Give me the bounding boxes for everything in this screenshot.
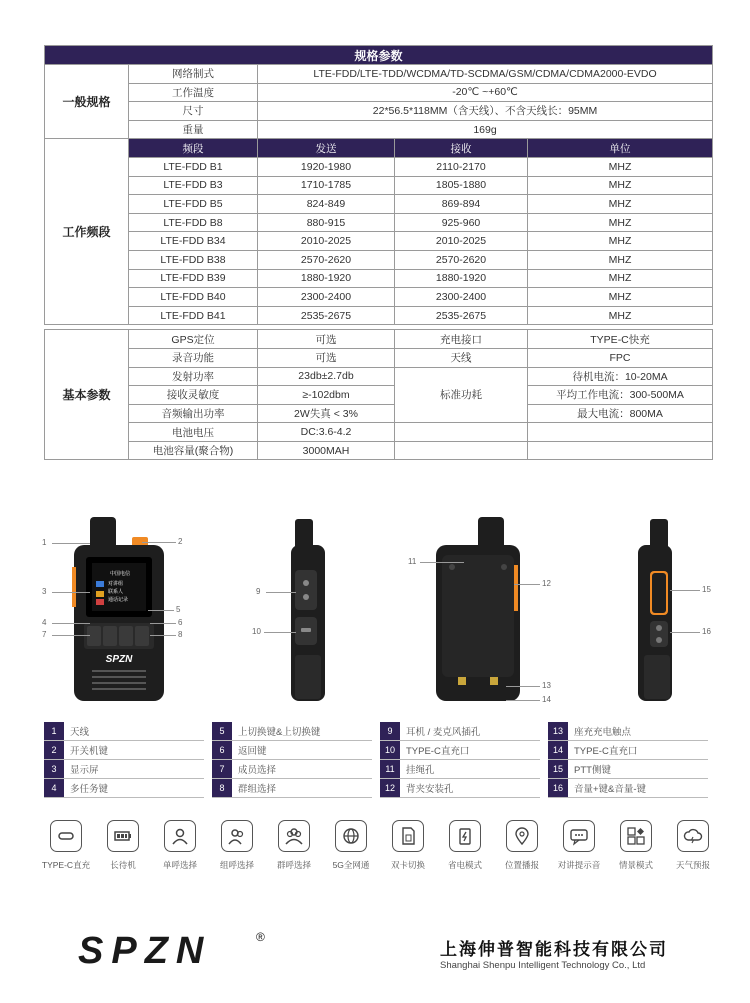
- weather-icon: [683, 826, 703, 846]
- feature-item: [207, 820, 267, 871]
- legend-label: 返回键: [238, 746, 267, 757]
- legend-number: 6: [212, 741, 232, 759]
- freq-row: [45, 288, 713, 307]
- band: LTE-FDD B40: [129, 288, 258, 307]
- callout-line: [506, 700, 540, 701]
- legend-item: [44, 779, 204, 798]
- freq-row: [45, 157, 713, 176]
- legend-item: [380, 722, 540, 741]
- scene-icon: [626, 826, 646, 846]
- spec-value: FPC: [528, 348, 713, 367]
- feature-label: 单呼选择: [162, 860, 197, 870]
- logo-text: SPZN: [78, 930, 212, 972]
- chat-icon: [569, 826, 589, 846]
- legend-item: [548, 779, 708, 798]
- feature-item: [549, 820, 609, 871]
- spec-label: 发射功率: [129, 367, 258, 386]
- legend-number: 7: [212, 760, 232, 778]
- spec-value: 最大电流：800MA: [528, 404, 713, 423]
- globe-icon: [341, 826, 361, 846]
- legend-item: [380, 760, 540, 779]
- legend-number: 15: [548, 760, 568, 778]
- unit: MHZ: [528, 288, 713, 307]
- screen-line: 中国电信: [110, 571, 131, 577]
- legend-item: [212, 760, 372, 779]
- legend-item: [212, 741, 372, 760]
- legend-label: TYPE-C直充口: [574, 746, 638, 757]
- spec-value: 可选: [258, 330, 395, 349]
- spec-label: 尺寸: [129, 102, 258, 121]
- legend-item: [548, 722, 708, 741]
- legend-number: 3: [44, 760, 64, 778]
- spec-value: 2W失真 < 3%: [258, 404, 395, 423]
- band: LTE-FDD B8: [129, 213, 258, 232]
- unit: MHZ: [528, 157, 713, 176]
- legend-column: [44, 722, 204, 798]
- callout-line: [264, 632, 296, 633]
- spec-label: 接收灵敏度: [129, 386, 258, 405]
- rx: 2110-2170: [395, 157, 528, 176]
- callout-line: [142, 542, 176, 543]
- callout-line: [52, 592, 90, 593]
- unit: MHZ: [528, 176, 713, 195]
- company-name-cn: 上海伸普智能科技有限公司: [440, 940, 668, 959]
- callout-number: 8: [178, 630, 183, 639]
- tx: 2570-2620: [258, 250, 395, 269]
- legend-column: [212, 722, 372, 798]
- multi-user-icon: [284, 826, 304, 846]
- legend-column: [548, 722, 708, 798]
- callout-line: [150, 635, 176, 636]
- freq-row: [45, 195, 713, 214]
- legend-label: 开关机键: [70, 746, 109, 757]
- rx: 1805-1880: [395, 176, 528, 195]
- spec-label: 充电接口: [395, 330, 528, 349]
- freq-header: 接收: [395, 139, 528, 158]
- battery-icon: [113, 826, 133, 846]
- freq-row: [45, 213, 713, 232]
- freq-header: 单位: [528, 139, 713, 158]
- freq-row: [45, 306, 713, 325]
- spec-label: 天线: [395, 348, 528, 367]
- callout-number: 10: [252, 627, 261, 636]
- unit: MHZ: [528, 195, 713, 214]
- spec-label: 电池容量(聚合物): [129, 441, 258, 460]
- legend-item: [44, 760, 204, 779]
- spec-value: 可选: [258, 348, 395, 367]
- legend-item: [212, 722, 372, 741]
- spec-value: ≥-102dbm: [258, 386, 395, 405]
- legend-label: 显示屏: [70, 765, 99, 776]
- single-user-icon: [170, 826, 190, 846]
- legend-label: 群组选择: [238, 784, 277, 795]
- legend-item: [44, 722, 204, 741]
- band: LTE-FDD B1: [129, 157, 258, 176]
- tx: 824-849: [258, 195, 395, 214]
- legend-item: [548, 760, 708, 779]
- feature-item: [663, 820, 723, 871]
- device-left-side-view: [285, 515, 335, 705]
- legend-label: TYPE-C直充口: [406, 746, 470, 757]
- screen-line: 联系人: [108, 589, 124, 595]
- unit: MHZ: [528, 306, 713, 325]
- band: LTE-FDD B3: [129, 176, 258, 195]
- tx: 2300-2400: [258, 288, 395, 307]
- unit: MHZ: [528, 250, 713, 269]
- legend-label: 座充充电触点: [574, 727, 632, 738]
- spec-table: [44, 45, 713, 460]
- unit: MHZ: [528, 213, 713, 232]
- spec-label: 工作温度: [129, 83, 258, 102]
- tx: 880-915: [258, 213, 395, 232]
- callout-number: 6: [178, 618, 183, 627]
- feature-item: [264, 820, 324, 871]
- spec-value: 23db±2.7db: [258, 367, 395, 386]
- feature-label: 长待机: [110, 860, 136, 870]
- band: LTE-FDD B38: [129, 250, 258, 269]
- feature-item: [492, 820, 552, 871]
- screen-line: 通话记录: [108, 597, 129, 603]
- legend-item: [44, 741, 204, 760]
- device-right-side-view: [630, 515, 680, 705]
- spec-title: 规格参数: [45, 46, 713, 65]
- empty-cell: [395, 423, 528, 442]
- tx: 1880-1920: [258, 269, 395, 288]
- band: LTE-FDD B5: [129, 195, 258, 214]
- spec-value: 22*56.5*118MM（含天线）、不含天线长：95MM: [258, 102, 713, 121]
- feature-icons: [36, 820, 716, 880]
- spec-label: 录音功能: [129, 348, 258, 367]
- callout-number: 1: [42, 538, 47, 547]
- rx: 2010-2025: [395, 232, 528, 251]
- callout-line: [670, 632, 700, 633]
- tx: 2535-2675: [258, 306, 395, 325]
- callout-line: [266, 592, 296, 593]
- device-back-view: [430, 515, 530, 705]
- callout-number: 9: [256, 587, 261, 596]
- band: LTE-FDD B34: [129, 232, 258, 251]
- freq-header: 发送: [258, 139, 395, 158]
- feature-item: [93, 820, 153, 871]
- legend-number: 9: [380, 722, 400, 740]
- legend-number: 1: [44, 722, 64, 740]
- screen-line: 对讲组: [108, 581, 124, 587]
- callout-line: [514, 584, 540, 585]
- legend-item: [380, 741, 540, 760]
- feature-label: 群呼选择: [276, 860, 311, 870]
- tx: 1920-1980: [258, 157, 395, 176]
- power-save-icon: [455, 826, 475, 846]
- spec-label: GPS定位: [129, 330, 258, 349]
- feature-label: 位置播报: [504, 860, 539, 870]
- legend-number: 8: [212, 779, 232, 797]
- legend-label: 多任务键: [70, 784, 109, 795]
- freq-header: 频段: [129, 139, 258, 158]
- device-brand: SPZN: [105, 654, 133, 665]
- feature-item: [150, 820, 210, 871]
- legend-label: 上切换键&上切换键: [238, 727, 321, 738]
- callout-number: 16: [702, 627, 711, 636]
- legend-column: [380, 722, 540, 798]
- legend-label: 背夹安装孔: [406, 784, 454, 795]
- spec-label: 电池电压: [129, 423, 258, 442]
- feature-item: [36, 820, 96, 871]
- callout-number: 12: [542, 579, 551, 588]
- spec-value: 平均工作电流：300-500MA: [528, 386, 713, 405]
- freq-row: [45, 176, 713, 195]
- brand-logo: [78, 925, 278, 980]
- legend-label: 耳机 / 麦克风插孔: [406, 727, 481, 738]
- callout-number: 7: [42, 630, 47, 639]
- callout-line: [52, 623, 90, 624]
- rx: 925-960: [395, 213, 528, 232]
- band: LTE-FDD B39: [129, 269, 258, 288]
- callout-line: [150, 623, 176, 624]
- legend-item: [380, 779, 540, 798]
- freq-row: [45, 232, 713, 251]
- location-icon: [512, 826, 532, 846]
- spec-value: DC:3.6-4.2: [258, 423, 395, 442]
- rx: 1880-1920: [395, 269, 528, 288]
- feature-item: [606, 820, 666, 871]
- band: LTE-FDD B41: [129, 306, 258, 325]
- rx: 869-894: [395, 195, 528, 214]
- feature-label: 双卡切换: [390, 860, 425, 870]
- legend-number: 2: [44, 741, 64, 759]
- callout-line: [52, 543, 90, 544]
- feature-item: [435, 820, 495, 871]
- feature-label: 对讲提示音: [557, 860, 601, 870]
- callout-number: 4: [42, 618, 47, 627]
- feature-label: 省电模式: [447, 860, 482, 870]
- empty-cell: [528, 423, 713, 442]
- callout-number: 2: [178, 537, 183, 546]
- legend-number: 5: [212, 722, 232, 740]
- legend-item: [212, 779, 372, 798]
- feature-label: TYPE-C直充: [41, 860, 91, 870]
- legend-number: 11: [380, 760, 400, 778]
- callout-number: 13: [542, 681, 551, 690]
- freq-category: 工作频段: [45, 139, 129, 325]
- legend-label: 天线: [70, 727, 90, 738]
- rx: 2535-2675: [395, 306, 528, 325]
- company-name-en: Shanghai Shenpu Intelligent Technology Co., Ltd: [440, 960, 646, 971]
- legend-label: 成员选择: [238, 765, 277, 776]
- legend-number: 16: [548, 779, 568, 797]
- general-category: 一般规格: [45, 65, 129, 139]
- spec-value: 待机电流：10-20MA: [528, 367, 713, 386]
- callout-number: 11: [408, 557, 417, 566]
- legend-number: 14: [548, 741, 568, 759]
- spec-value: 3000MAH: [258, 441, 395, 460]
- callout-line: [420, 562, 464, 563]
- rx: 2570-2620: [395, 250, 528, 269]
- legend-label: PTT侧键: [574, 765, 611, 776]
- tx: 2010-2025: [258, 232, 395, 251]
- legend-item: [548, 741, 708, 760]
- callout-line: [148, 610, 174, 611]
- group-user-icon: [227, 826, 247, 846]
- feature-item: [378, 820, 438, 871]
- spec-value: LTE-FDD/LTE-TDD/WCDMA/TD-SCDMA/GSM/CDMA/CDMA2000-EVDO: [258, 65, 713, 84]
- dual-sim-icon: [398, 826, 418, 846]
- empty-cell: [395, 441, 528, 460]
- tx: 1710-1785: [258, 176, 395, 195]
- legend-label: 挂绳孔: [406, 765, 435, 776]
- basic-category: 基本参数: [45, 330, 129, 460]
- callout-line: [670, 590, 700, 591]
- spec-value: 169g: [258, 120, 713, 139]
- feature-item: [321, 820, 381, 871]
- feature-label: 情景模式: [618, 860, 653, 870]
- freq-row: [45, 250, 713, 269]
- legend-number: 13: [548, 722, 568, 740]
- spec-label: 网络制式: [129, 65, 258, 84]
- callout-line: [506, 686, 540, 687]
- callout-number: 15: [702, 585, 711, 594]
- legend-label: 音量+键&音量-键: [574, 784, 647, 795]
- spec-value: TYPE-C快充: [528, 330, 713, 349]
- spec-value: -20℃ ~+60℃: [258, 83, 713, 102]
- power-label: 标准功耗: [395, 367, 528, 423]
- callout-number: 14: [542, 695, 551, 704]
- rx: 2300-2400: [395, 288, 528, 307]
- freq-row: [45, 269, 713, 288]
- feature-label: 组呼选择: [219, 860, 254, 870]
- legend-number: 10: [380, 741, 400, 759]
- spec-label: 重量: [129, 120, 258, 139]
- unit: MHZ: [528, 232, 713, 251]
- callout-number: 3: [42, 587, 47, 596]
- registered-mark: ®: [256, 930, 265, 944]
- callout-number: 5: [176, 605, 181, 614]
- spec-label: 音频输出功率: [129, 404, 258, 423]
- legend-number: 12: [380, 779, 400, 797]
- empty-cell: [528, 441, 713, 460]
- feature-label: 天气预报: [675, 860, 710, 870]
- callout-line: [52, 635, 90, 636]
- feature-label: 5G全网通: [332, 860, 370, 870]
- legend-number: 4: [44, 779, 64, 797]
- unit: MHZ: [528, 269, 713, 288]
- device-illustrations: [30, 505, 720, 715]
- usb-c-icon: [56, 826, 76, 846]
